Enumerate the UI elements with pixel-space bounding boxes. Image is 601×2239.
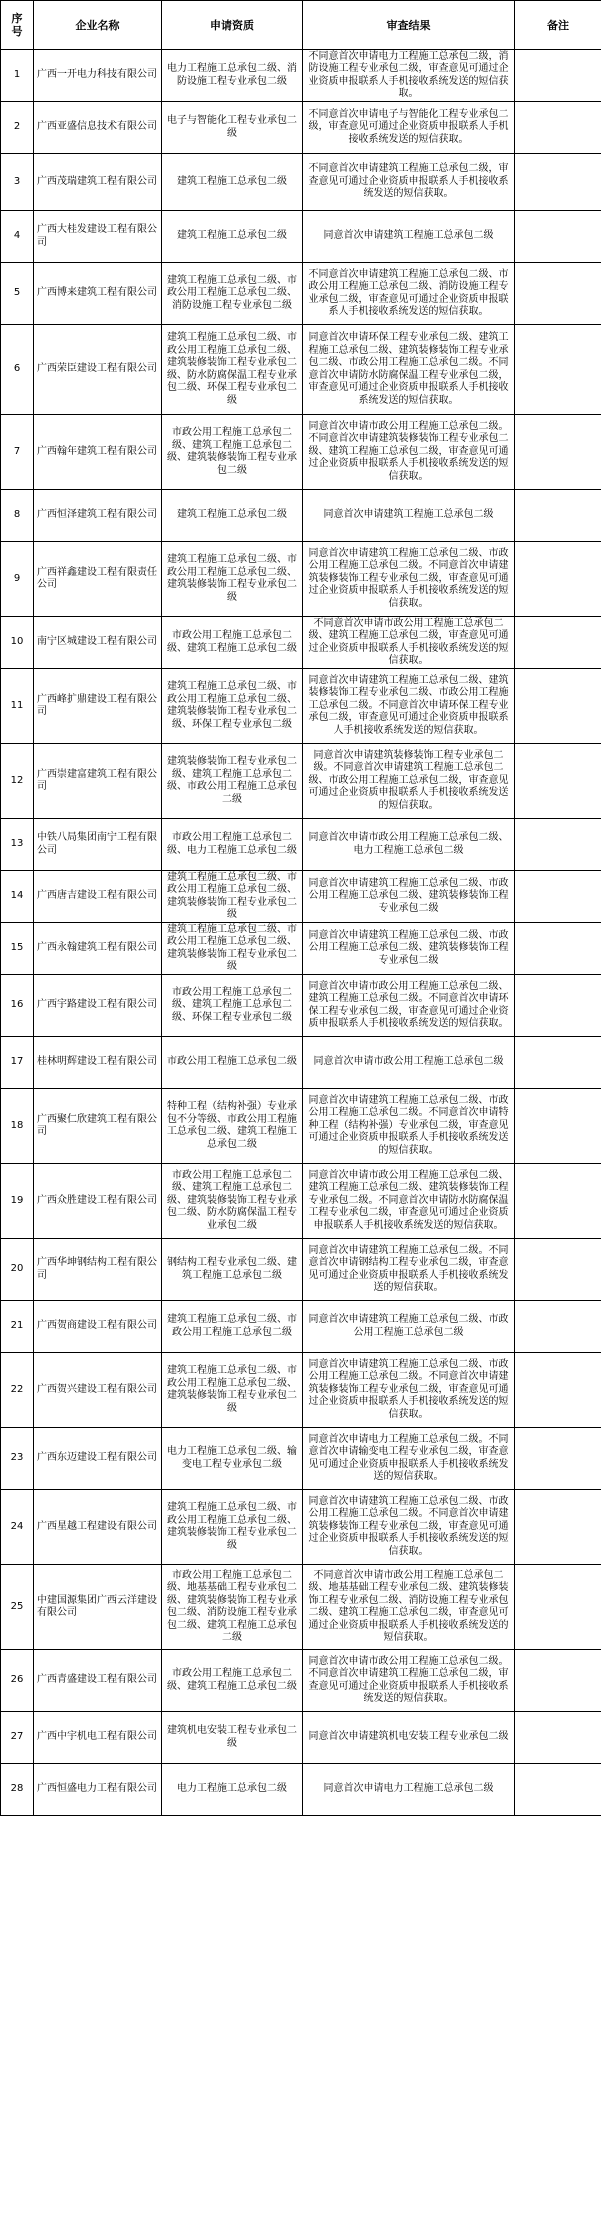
cell-company: 广西博来建筑工程有限公司 <box>34 263 162 325</box>
table-row <box>1 923 601 975</box>
header-result: 审查结果 <box>303 1 515 50</box>
cell-qualification: 建筑机电安装工程专业承包二级 <box>162 1712 303 1764</box>
cell-result: 同意首次申请建筑工程施工总承包二级、市政公用工程施工总承包二级 <box>303 1301 515 1353</box>
cell-note <box>515 1565 601 1650</box>
cell-result: 不同意首次申请市政公用工程施工总承包二级、地基基础工程专业承包二级、建筑装修装饰工程专业承包二级、消防设施工程专业承包二级、建筑工程施工总承包二级，审查意见可通过企业资质申报联系人手机接收系统发送的短信获取。 <box>303 1565 515 1650</box>
cell-qualification: 电力工程施工总承包二级、消防设施工程专业承包二级 <box>162 50 303 102</box>
cell-result: 同意首次申请建筑工程施工总承包二级、市政公用工程施工总承包二级。不同意首次申请建筑装修装饰工程专业承包二级，审查意见可通过企业资质申报联系人手机接收系统发送的短信获取。 <box>303 1490 515 1565</box>
cell-no: 6 <box>1 325 34 415</box>
cell-qualification: 市政公用工程施工总承包二级、电力工程施工总承包二级 <box>162 819 303 871</box>
cell-result: 同意首次申请建筑工程施工总承包二级。不同意首次申请钢结构工程专业承包二级，审查意见可通过企业资质申报联系人手机接收系统发送的短信获取。 <box>303 1239 515 1301</box>
cell-note <box>515 325 601 415</box>
table-row <box>1 1037 601 1089</box>
cell-company: 广西东迈建设工程有限公司 <box>34 1428 162 1490</box>
cell-no: 17 <box>1 1037 34 1089</box>
cell-qualification: 建筑工程施工总承包二级、市政公用工程施工总承包二级、消防设施工程专业承包二级 <box>162 263 303 325</box>
table-row <box>1 1239 601 1301</box>
cell-qualification: 市政公用工程施工总承包二级、建筑工程施工总承包二级、建筑装修装饰工程专业承包二级 <box>162 415 303 490</box>
cell-company: 广西贺商建设工程有限公司 <box>34 1301 162 1353</box>
cell-qualification: 建筑装修装饰工程专业承包二级、建筑工程施工总承包二级、市政公用工程施工总承包二级 <box>162 744 303 819</box>
cell-note <box>515 102 601 154</box>
cell-result: 同意首次申请环保工程专业承包二级、建筑工程施工总承包二级、建筑装修装饰工程专业承包二级、市政公用工程施工总承包二级。不同意首次申请防水防腐保温工程专业承包二级，审查意见可通过企业资质申报联系人手机接收系统发送的短信获取。 <box>303 325 515 415</box>
cell-note <box>515 542 601 617</box>
cell-result: 不同意首次申请建筑工程施工总承包二级、市政公用工程施工总承包二级、消防设施工程专业承包二级，审查意见可通过企业资质申报联系人手机接收系统发送的短信获取。 <box>303 263 515 325</box>
cell-qualification: 电力工程施工总承包二级 <box>162 1764 303 1816</box>
cell-no: 8 <box>1 490 34 542</box>
cell-company: 广西众胜建设工程有限公司 <box>34 1164 162 1239</box>
cell-note <box>515 617 601 669</box>
table-row <box>1 1650 601 1712</box>
table-row <box>1 415 601 490</box>
table-row <box>1 154 601 211</box>
cell-company: 广西崇建富建筑工程有限公司 <box>34 744 162 819</box>
cell-qualification: 建筑工程施工总承包二级、市政公用工程施工总承包二级、建筑装修装饰工程专业承包二级、防水防腐保温工程专业承包二级、环保工程专业承包二级 <box>162 325 303 415</box>
cell-qualification: 市政公用工程施工总承包二级、建筑工程施工总承包二级、建筑装修装饰工程专业承包二级、防水防腐保温工程专业承包二级 <box>162 1164 303 1239</box>
cell-qualification: 市政公用工程施工总承包二级、建筑工程施工总承包二级 <box>162 1650 303 1712</box>
table-row <box>1 102 601 154</box>
cell-no: 18 <box>1 1089 34 1164</box>
cell-company: 广西亚盛信息技术有限公司 <box>34 102 162 154</box>
cell-result: 同意首次申请市政公用工程施工总承包二级。不同意首次申请建筑工程施工总承包二级，审查意见可通过企业资质申报联系人手机接收系统发送的短信获取。 <box>303 1650 515 1712</box>
cell-company: 广西峰扩鼎建设工程有限公司 <box>34 669 162 744</box>
cell-company: 广西青盛建设工程有限公司 <box>34 1650 162 1712</box>
cell-result: 不同意首次申请电子与智能化工程专业承包二级，审查意见可通过企业资质申报联系人手机接收系统发送的短信获取。 <box>303 102 515 154</box>
header-note: 备注 <box>515 1 601 50</box>
table-row <box>1 819 601 871</box>
table-row <box>1 211 601 263</box>
cell-note <box>515 1239 601 1301</box>
cell-no: 7 <box>1 415 34 490</box>
cell-no: 25 <box>1 1565 34 1650</box>
table-row <box>1 1301 601 1353</box>
cell-note <box>515 1428 601 1490</box>
cell-result: 同意首次申请市政公用工程施工总承包二级、电力工程施工总承包二级 <box>303 819 515 871</box>
cell-qualification: 建筑工程施工总承包二级 <box>162 154 303 211</box>
cell-result: 同意首次申请市政公用工程施工总承包二级 <box>303 1037 515 1089</box>
cell-note <box>515 1650 601 1712</box>
cell-company: 广西华坤钢结构工程有限公司 <box>34 1239 162 1301</box>
cell-company: 南宁区城建设工程有限公司 <box>34 617 162 669</box>
cell-result: 同意首次申请建筑工程施工总承包二级 <box>303 490 515 542</box>
cell-qualification: 建筑工程施工总承包二级、市政公用工程施工总承包二级、建筑装修装饰工程专业承包二级 <box>162 923 303 975</box>
cell-company: 广西一开电力科技有限公司 <box>34 50 162 102</box>
cell-note <box>515 923 601 975</box>
cell-no: 10 <box>1 617 34 669</box>
cell-result: 同意首次申请市政公用工程施工总承包二级、建筑工程施工总承包二级。不同意首次申请环保工程专业承包二级，审查意见可通过企业资质申报联系人手机接收系统发送的短信获取。 <box>303 975 515 1037</box>
table-row <box>1 1565 601 1650</box>
cell-note <box>515 744 601 819</box>
cell-qualification: 电力工程施工总承包二级、输变电工程专业承包二级 <box>162 1428 303 1490</box>
table-row <box>1 1353 601 1428</box>
cell-no: 19 <box>1 1164 34 1239</box>
cell-no: 28 <box>1 1764 34 1816</box>
table-row <box>1 1712 601 1764</box>
table-row <box>1 1764 601 1816</box>
cell-no: 5 <box>1 263 34 325</box>
cell-company: 广西永翰建筑工程有限公司 <box>34 923 162 975</box>
cell-note <box>515 263 601 325</box>
cell-no: 20 <box>1 1239 34 1301</box>
cell-company: 广西大桂发建设工程有限公司 <box>34 211 162 263</box>
cell-qualification: 特种工程（结构补强）专业承包不分等级、市政公用工程施工总承包二级、建筑工程施工总承包二级 <box>162 1089 303 1164</box>
cell-qualification: 市政公用工程施工总承包二级、建筑工程施工总承包二级、环保工程专业承包二级 <box>162 975 303 1037</box>
cell-qualification: 建筑工程施工总承包二级、市政公用工程施工总承包二级、建筑装修装饰工程专业承包二级 <box>162 542 303 617</box>
cell-note <box>515 154 601 211</box>
cell-no: 11 <box>1 669 34 744</box>
cell-result: 不同意首次申请市政公用工程施工总承包二级、建筑工程施工总承包二级，审查意见可通过企业资质申报联系人手机接收系统发送的短信获取。 <box>303 617 515 669</box>
cell-result: 同意首次申请建筑工程施工总承包二级、市政公用工程施工总承包二级。不同意首次申请特种工程（结构补强）专业承包二级，审查意见可通过企业资质申报联系人手机接收系统发送的短信获取。 <box>303 1089 515 1164</box>
cell-no: 15 <box>1 923 34 975</box>
cell-result: 同意首次申请建筑装修装饰工程专业承包二级。不同意首次申请建筑工程施工总承包二级、市政公用工程施工总承包二级，审查意见可通过企业资质申报联系人手机接收系统发送的短信获取。 <box>303 744 515 819</box>
table-row <box>1 542 601 617</box>
table-row <box>1 50 601 102</box>
cell-company: 广西星越工程建设有限公司 <box>34 1490 162 1565</box>
cell-note <box>515 975 601 1037</box>
cell-company: 广西聚仁欣建筑工程有限公司 <box>34 1089 162 1164</box>
table-row <box>1 1089 601 1164</box>
table-row <box>1 975 601 1037</box>
cell-company: 广西唐吉建设工程有限公司 <box>34 871 162 923</box>
cell-qualification: 建筑工程施工总承包二级、市政公用工程施工总承包二级、建筑装修装饰工程专业承包二级 <box>162 1353 303 1428</box>
cell-result: 同意首次申请市政公用工程施工总承包二级。不同意首次申请建筑装修装饰工程专业承包二级、建筑工程施工总承包二级，审查意见可通过企业资质申报联系人手机接收系统发送的短信获取。 <box>303 415 515 490</box>
cell-note <box>515 819 601 871</box>
cell-company: 广西翰年建筑工程有限公司 <box>34 415 162 490</box>
cell-no: 21 <box>1 1301 34 1353</box>
cell-note <box>515 1089 601 1164</box>
cell-note <box>515 50 601 102</box>
cell-result: 同意首次申请建筑工程施工总承包二级、市政公用工程施工总承包二级、建筑装修装饰工程专业承包二级 <box>303 871 515 923</box>
cell-qualification: 钢结构工程专业承包二级、建筑工程施工总承包二级 <box>162 1239 303 1301</box>
cell-no: 14 <box>1 871 34 923</box>
cell-no: 16 <box>1 975 34 1037</box>
cell-note <box>515 1164 601 1239</box>
cell-qualification: 电子与智能化工程专业承包二级 <box>162 102 303 154</box>
cell-company: 广西荣臣建设工程有限公司 <box>34 325 162 415</box>
table-row <box>1 490 601 542</box>
cell-no: 23 <box>1 1428 34 1490</box>
cell-note <box>515 1037 601 1089</box>
cell-qualification: 建筑工程施工总承包二级 <box>162 490 303 542</box>
cell-company: 广西恒泽建筑工程有限公司 <box>34 490 162 542</box>
cell-qualification: 建筑工程施工总承包二级、市政公用工程施工总承包二级、建筑装修装饰工程专业承包二级、环保工程专业承包二级 <box>162 669 303 744</box>
cell-company: 中建国源集团广西云洋建设有限公司 <box>34 1565 162 1650</box>
header-no: 序 号 <box>1 1 34 50</box>
cell-note <box>515 490 601 542</box>
cell-company: 广西恒盛电力工程有限公司 <box>34 1764 162 1816</box>
table-row <box>1 1428 601 1490</box>
table-row <box>1 1490 601 1565</box>
cell-no: 13 <box>1 819 34 871</box>
cell-result: 同意首次申请建筑机电安装工程专业承包二级 <box>303 1712 515 1764</box>
cell-note <box>515 669 601 744</box>
cell-company: 桂林明辉建设工程有限公司 <box>34 1037 162 1089</box>
cell-no: 27 <box>1 1712 34 1764</box>
cell-company: 广西贺兴建设工程有限公司 <box>34 1353 162 1428</box>
cell-result: 同意首次申请电力工程施工总承包二级。不同意首次申请输变电工程专业承包二级，审查意见可通过企业资质申报联系人手机接收系统发送的短信获取。 <box>303 1428 515 1490</box>
header-company: 企业名称 <box>34 1 162 50</box>
table-row <box>1 325 601 415</box>
cell-no: 4 <box>1 211 34 263</box>
table-row <box>1 1164 601 1239</box>
cell-qualification: 市政公用工程施工总承包二级、地基基础工程专业承包二级、建筑装修装饰工程专业承包二级、消防设施工程专业承包二级、建筑工程施工总承包二级 <box>162 1565 303 1650</box>
cell-qualification: 建筑工程施工总承包二级 <box>162 211 303 263</box>
cell-note <box>515 1301 601 1353</box>
cell-no: 2 <box>1 102 34 154</box>
cell-company: 广西祥鑫建设工程有限责任公司 <box>34 542 162 617</box>
table-row <box>1 744 601 819</box>
cell-no: 24 <box>1 1490 34 1565</box>
cell-note <box>515 211 601 263</box>
cell-note <box>515 871 601 923</box>
cell-qualification: 建筑工程施工总承包二级、市政公用工程施工总承包二级、建筑装修装饰工程专业承包二级 <box>162 1490 303 1565</box>
cell-company: 广西宇路建设工程有限公司 <box>34 975 162 1037</box>
cell-note <box>515 1353 601 1428</box>
table-row <box>1 263 601 325</box>
cell-result: 同意首次申请建筑工程施工总承包二级、市政公用工程施工总承包二级。不同意首次申请建筑装修装饰工程专业承包二级，审查意见可通过企业资质申报联系人手机接收系统发送的短信获取。 <box>303 542 515 617</box>
cell-note <box>515 1490 601 1565</box>
cell-result: 不同意首次申请建筑工程施工总承包二级，审查意见可通过企业资质申报联系人手机接收系统发送的短信获取。 <box>303 154 515 211</box>
cell-result: 同意首次申请建筑工程施工总承包二级、市政公用工程施工总承包二级。不同意首次申请建筑装修装饰工程专业承包二级，审查意见可通过企业资质申报联系人手机接收系统发送的短信获取。 <box>303 1353 515 1428</box>
table-row <box>1 617 601 669</box>
header-qualification: 申请资质 <box>162 1 303 50</box>
table-row <box>1 871 601 923</box>
cell-no: 22 <box>1 1353 34 1428</box>
cell-result: 同意首次申请建筑工程施工总承包二级、市政公用工程施工总承包二级、建筑装修装饰工程专业承包二级 <box>303 923 515 975</box>
cell-result: 同意首次申请建筑工程施工总承包二级 <box>303 211 515 263</box>
cell-qualification: 市政公用工程施工总承包二级、建筑工程施工总承包二级 <box>162 617 303 669</box>
cell-qualification: 建筑工程施工总承包二级、市政公用工程施工总承包二级 <box>162 1301 303 1353</box>
table-row <box>1 669 601 744</box>
cell-no: 12 <box>1 744 34 819</box>
cell-company: 广西中宇机电工程有限公司 <box>34 1712 162 1764</box>
cell-qualification: 建筑工程施工总承包二级、市政公用工程施工总承包二级、建筑装修装饰工程专业承包二级 <box>162 871 303 923</box>
cell-note <box>515 1712 601 1764</box>
cell-no: 9 <box>1 542 34 617</box>
cell-result: 同意首次申请建筑工程施工总承包二级、建筑装修装饰工程专业承包二级、市政公用工程施工总承包二级。不同意首次申请环保工程专业承包二级，审查意见可通过企业资质申报联系人手机接收系统发送的短信获取。 <box>303 669 515 744</box>
cell-company: 广西茂瑞建筑工程有限公司 <box>34 154 162 211</box>
cell-note <box>515 415 601 490</box>
cell-no: 26 <box>1 1650 34 1712</box>
cell-company: 中铁八局集团南宁工程有限公司 <box>34 819 162 871</box>
cell-note <box>515 1764 601 1816</box>
cell-result: 同意首次申请电力工程施工总承包二级 <box>303 1764 515 1816</box>
cell-qualification: 市政公用工程施工总承包二级 <box>162 1037 303 1089</box>
cell-result: 不同意首次申请电力工程施工总承包二级，消防设施工程专业承包二级，审查意见可通过企业资质申报联系人手机接收系统发送的短信获取。 <box>303 50 515 102</box>
table-header-row <box>1 1 601 50</box>
cell-result: 同意首次申请市政公用工程施工总承包二级、建筑工程施工总承包二级、建筑装修装饰工程专业承包二级。不同意首次申请防水防腐保温工程专业承包二级，审查意见可通过企业资质申报联系人手机接收系统发送的短信获取。 <box>303 1164 515 1239</box>
cell-no: 1 <box>1 50 34 102</box>
cell-no: 3 <box>1 154 34 211</box>
